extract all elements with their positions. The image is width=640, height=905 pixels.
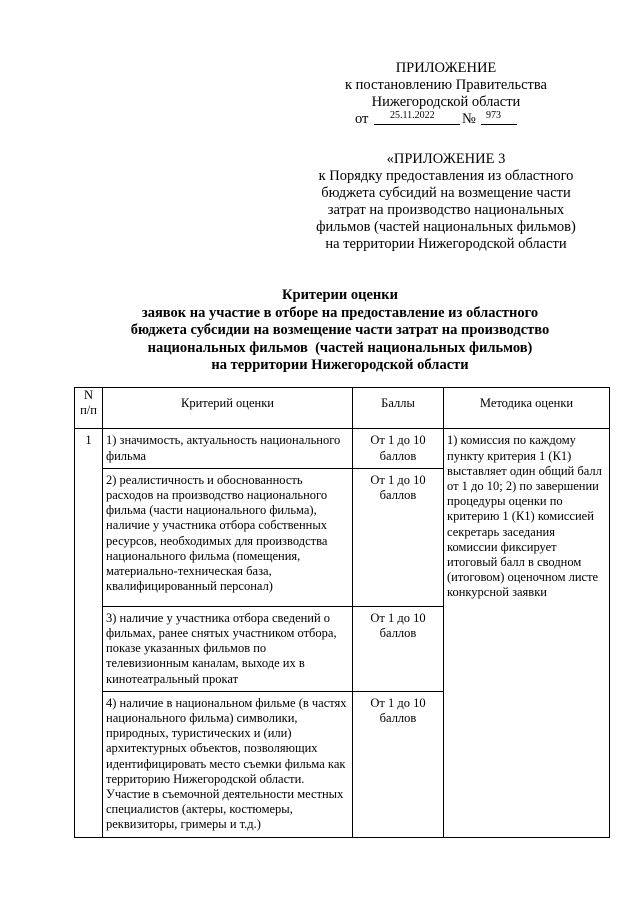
title-line: бюджета субсидии на возмещение части затрат на производство (130, 322, 550, 338)
number-value: 973 (486, 110, 501, 121)
appendix-3-line: бюджета субсидий на возмещение части (321, 185, 571, 201)
table-header-row (75, 388, 610, 429)
title-line: национальных фильмов (частей национальных фильмов) (147, 339, 533, 356)
criteria-table (74, 387, 610, 838)
date-value: 25.11.2022 (390, 110, 435, 121)
appendix-3-line: фильмов (частей национальных фильмов) (316, 219, 576, 235)
title-line: на территории Нижегородской области (211, 357, 469, 373)
header-criterion: Критерий оценки (103, 388, 353, 429)
criterion-cell: 2) реалистичность и обоснованность расходов на производство национального фильма (части национального фильма), наличие у участника отбора собственных ресурсов, необходимых для производства национального фильма (помещения, материально-техническая база, квалифицированный персонал) (103, 468, 353, 606)
appendix-3-block (296, 151, 596, 253)
criterion-cell: 3) наличие у участника отбора сведений о фильмах, ранее снятых участником отбора, показе указанных фильмов по телевизионным каналам, выходе их в кинотеатральный прокат (103, 606, 353, 691)
approval-date-row (296, 111, 596, 128)
score-cell: От 1 до 10 баллов (353, 468, 444, 606)
appendix-3-heading: «ПРИЛОЖЕНИЕ 3 (386, 151, 506, 167)
row-number: 1 (75, 429, 103, 837)
appendix-3-line: затрат на производство национальных (327, 202, 565, 218)
header-method: Методика оценки (444, 388, 610, 429)
table-row (75, 429, 610, 468)
approval-block (296, 60, 596, 128)
date-prefix: от (355, 111, 369, 127)
approval-line-1: к постановлению Правительства (345, 77, 547, 93)
criterion-cell: 1) значимость, актуальность национального фильма (103, 429, 353, 468)
score-cell: От 1 до 10 баллов (353, 429, 444, 468)
document-title (40, 287, 640, 375)
methodology-cell: 1) комиссия по каждому пункту критерия 1 (К1) выставляет один общий балл от 1 до 10; 2) по завершении процедуры оценки по критерию 1 (К1) комиссией секретарь заседания комиссии фиксирует итоговый балл в сводном (итоговом) оценочном листе конкурсной заявки (444, 429, 610, 837)
appendix-3-line: на территории Нижегородской области (325, 236, 567, 252)
number-sign: № (462, 111, 476, 127)
score-cell: От 1 до 10 баллов (353, 691, 444, 837)
criterion-cell: 4) наличие в национальном фильме (в частях национального фильма) символики, природных, туристических и (или) архитектурных объектов, позволяющих идентифицировать место съемки фильма как территорию Нижегородской области. Участие в съемочной деятельности местных специалистов (актеры, костюмеры, реквизиторы, гримеры и т.д.) (103, 691, 353, 837)
header-score: Баллы (353, 388, 444, 429)
score-cell: От 1 до 10 баллов (353, 606, 444, 691)
approval-line-2: Нижегородской области (371, 94, 521, 110)
title-line: заявок на участие в отборе на предоставление из областного (141, 304, 539, 321)
title-line: Критерии оценки (282, 287, 398, 303)
header-num: N п/п (75, 388, 103, 429)
appendix-3-line: к Порядку предоставления из областного (318, 168, 574, 184)
approval-heading: ПРИЛОЖЕНИЕ (395, 60, 497, 76)
